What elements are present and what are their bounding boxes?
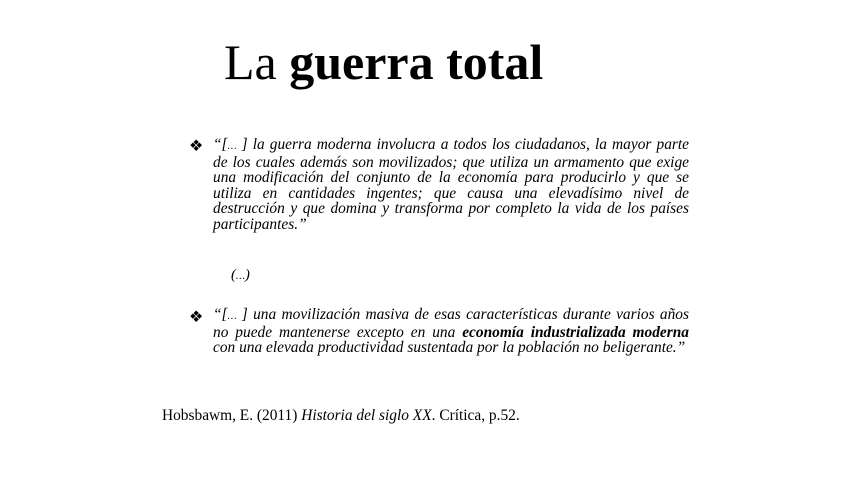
- citation-work: Historia del siglo XX: [301, 407, 432, 424]
- quote1-open: “[: [213, 136, 228, 153]
- quote2-emphasis: economía industrializada moderna: [462, 323, 689, 341]
- quote2-text-2: con una elevada productividad sustentada por la población no beligerante.”: [213, 339, 686, 357]
- quote1-text: ] la guerra moderna involucra a todos los ciudadanos, la mayor parte de los cuales además son movilizados; que utiliza un armamento que exige una modificación del conjunto de la economía para producirlo y que se utiliza en cantidades ingentes; que causa una elevadísimo nivel de destrucción y que domina y transforma por completo la vida de los países participantes.”: [213, 136, 689, 233]
- bullet-diamond-icon: ❖: [189, 309, 204, 326]
- quote-total-war: [213, 137, 689, 233]
- omission-marker: [231, 266, 250, 286]
- quote-mobilization: [213, 307, 689, 356]
- citation-author: Hobsbawm, E. (2011): [162, 407, 302, 424]
- citation-publisher: . Crítica, p.52.: [431, 407, 520, 424]
- quote2-text-1: ] una movilización masiva de esas características durante varios años no puede mantenerse excepto en una: [213, 306, 689, 341]
- citation: [162, 407, 520, 425]
- slide-title: [224, 30, 543, 94]
- quote2-ellipsis: …: [227, 311, 237, 322]
- omission-ellipsis: …: [236, 271, 245, 282]
- bullet-diamond-icon: ❖: [189, 138, 204, 155]
- quote2-open: “[: [213, 306, 228, 323]
- title-prefix: La: [224, 34, 277, 90]
- omission-open: (: [231, 267, 236, 283]
- title-bold: guerra total: [289, 34, 544, 90]
- quote1-ellipsis: …: [227, 141, 237, 152]
- omission-close: ): [244, 267, 250, 283]
